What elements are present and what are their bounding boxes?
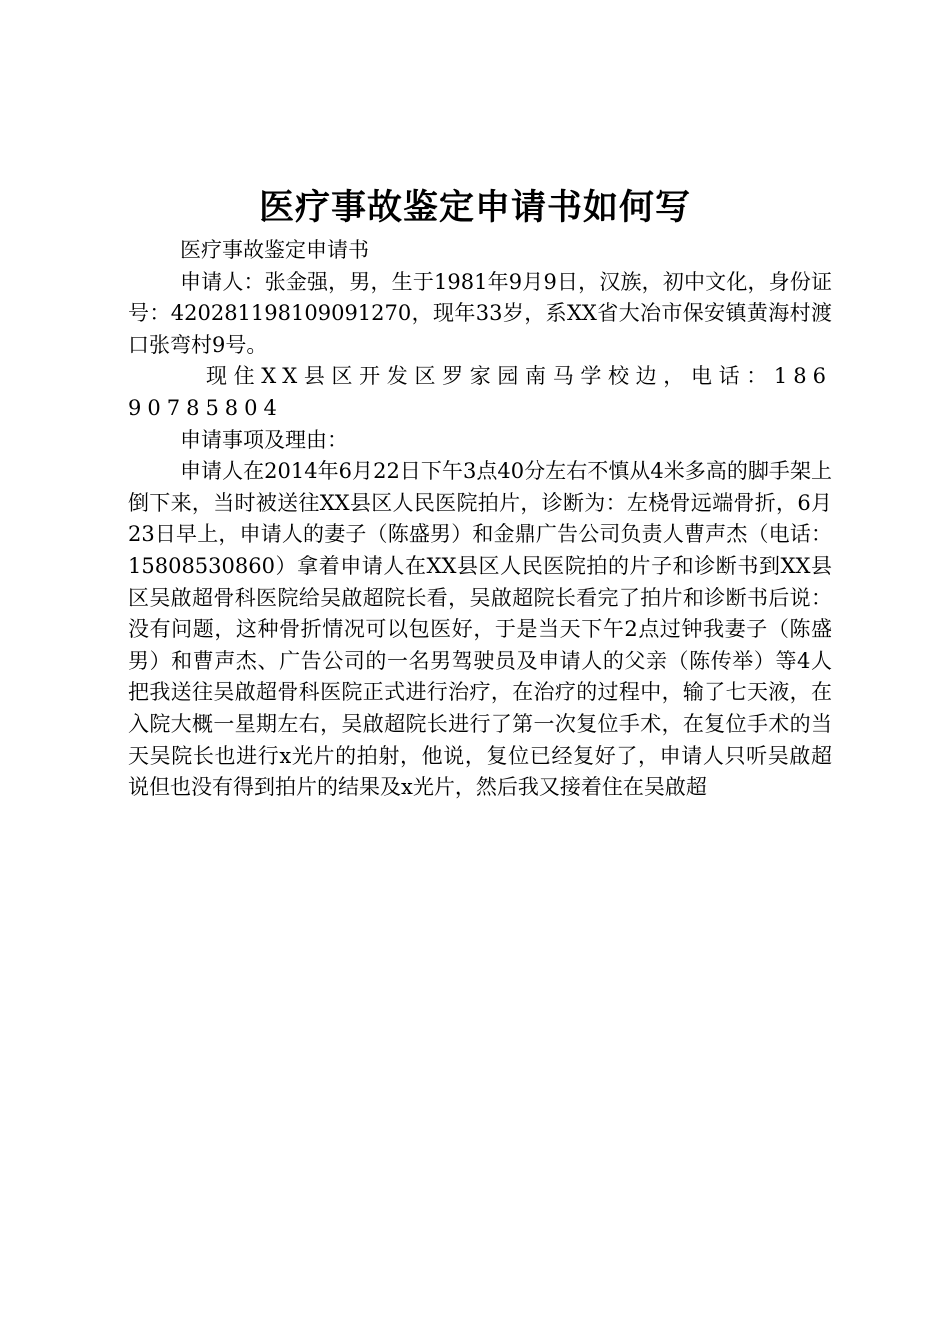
paragraph-applicant: 申请人：张金强，男，生于1981年9月9日，汉族，初中文化，身份证号：420281198109091270，现年33岁，系XX省大冶市保安镇黄海村渡口张弯村9号。 — [128, 269, 832, 357]
paragraph-reasons: 申请人在2014年6月22日下午3点40分左右不慎从4米多高的脚手架上倒下来，当时被送往XX县区人民医院拍片，诊断为：左桡骨远端骨折，6月23日早上，申请人的妻子（陈盛男）和金鼎广告公司负责人曹声杰（电话：15808530860）拿着申请人在XX县区人民医院拍的片子和诊断书到XX县区吴啟超骨科医院给吴啟超院长看，吴啟超院长看完了拍片和诊断书后说：没有问题，这种骨折情况可以包医好，于是当天下午2点过钟我妻子（陈盛男）和曹声杰、广告公司的一名男驾驶员及申请人的父亲（陈传举）等4人把我送往吴啟超骨科医院正式进行治疗，在治疗的过程中，输了七天液，在入院大概一星期左右，吴啟超院长进行了第一次复位手术，在复位手术的当天吴院长也进行x光片的拍射，他说，复位已经复好了，申请人只听吴啟超说但也没有得到拍片的结果及x光片，然后我又接着住在吴啟超 — [128, 459, 832, 800]
paragraph-subject: 申请事项及理由： — [180, 427, 348, 452]
paragraph-heading: 医疗事故鉴定申请书 — [180, 238, 369, 262]
document-body — [128, 235, 832, 804]
document-title: 医疗事故鉴定申请书如何写 — [258, 187, 691, 228]
paragraph-address: 现住XX县区开发区罗家园南马学校边，电话：18690785804 — [128, 364, 832, 420]
